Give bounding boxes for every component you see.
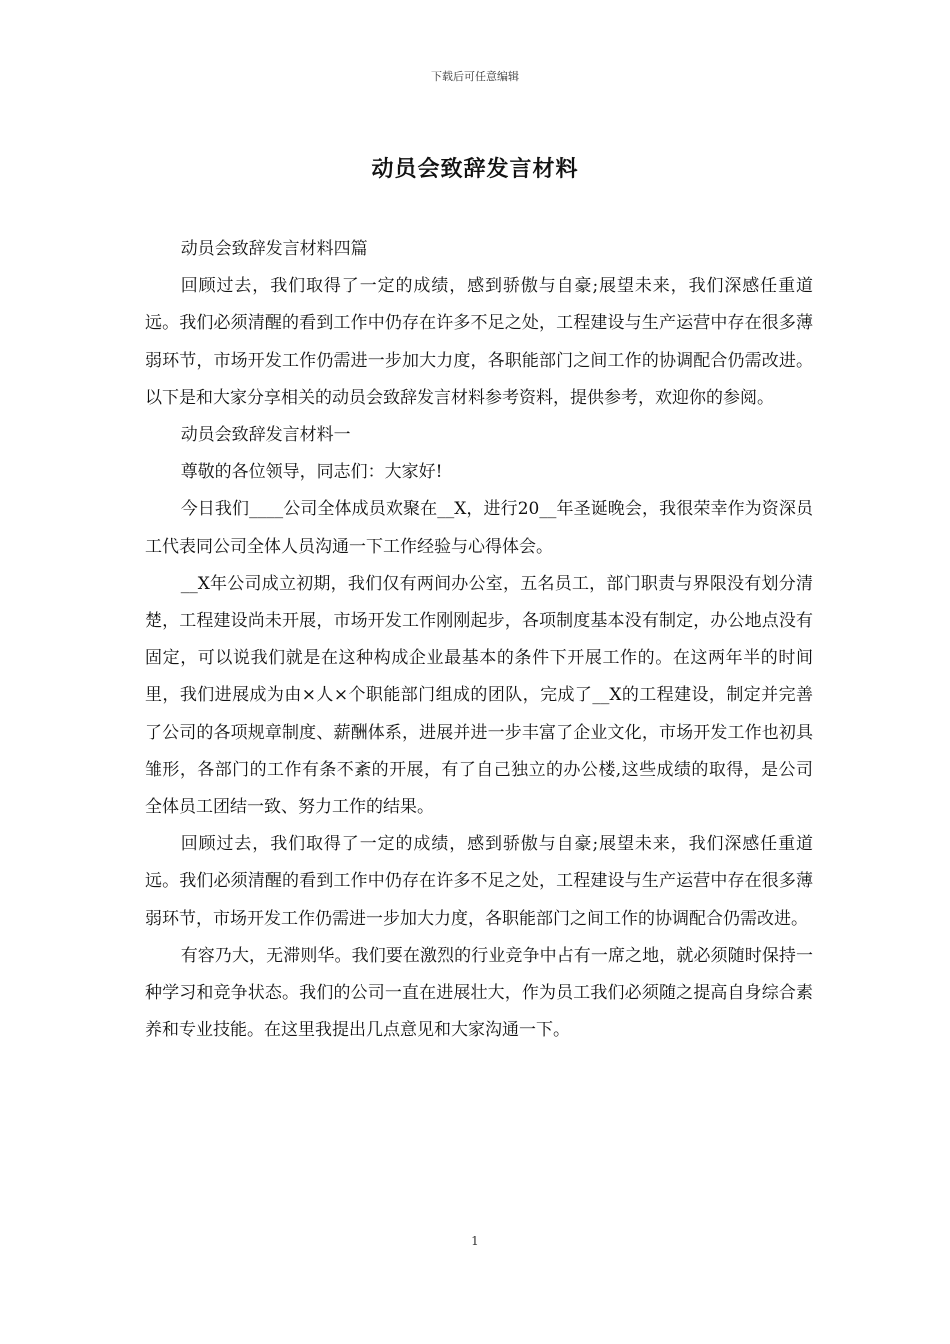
paragraph-subtitle: 动员会致辞发言材料四篇	[180, 239, 368, 259]
paragraph-greeting: 尊敬的各位领导，同志们：大家好!	[180, 462, 443, 483]
paragraph: __X年公司成立初期，我们仅有两间办公室，五名员工，部门职责与界限没有划分清楚，工程建设尚未开展，市场开发工作刚刚起步，各项制度基本没有制定，办公地点没有固定，可以说我们就是在这种构成企业最基本的条件下开展工作的。在这两年半的时间里，我们进展成为由×人×个职能部门组成的团队，完成了__X的工程建设，制定并完善了公司的各项规章制度、薪酬体系，进展并进一步丰富了企业文化，市场开发工作也初具雏形，各部门的工作有条不紊的开展，有了自己独立的办公楼,这些成绩的取得，是公司全体员工团结一致、努力工作的结果。	[145, 573, 813, 818]
document-title: 动员会致辞发言材料	[371, 156, 579, 182]
paragraph: 今日我们____公司全体成员欢聚在__X，进行20__年圣诞晚会，我很荣幸作为资深员工代表同公司全体人员沟通一下工作经验与心得体会。	[145, 499, 813, 557]
paragraph: 回顾过去，我们取得了一定的成绩，感到骄傲与自豪;展望未来，我们深感任重道远。我们必须清醒的看到工作中仍存在许多不足之处，工程建设与生产运营中存在很多薄弱环节，市场开发工作仍需进一步加大力度，各职能部门之间工作的协调配合仍需改进。	[145, 834, 813, 929]
document-body	[145, 231, 813, 1049]
page-number: 1	[471, 1234, 479, 1248]
paragraph-section-heading: 动员会致辞发言材料一	[180, 425, 351, 446]
paragraph: 有容乃大，无滞则华。我们要在激烈的行业竞争中占有一席之地，就必须随时保持一种学习和竞争状态。我们的公司一直在进展壮大，作为员工我们必须随之提高自身综合素养和专业技能。在这里我提出几点意见和大家沟通一下。	[145, 945, 813, 1041]
header-note: 下载后可任意编辑	[431, 70, 519, 83]
paragraph-intro: 回顾过去，我们取得了一定的成绩，感到骄傲与自豪;展望未来，我们深感任重道远。我们必须清醒的看到工作中仍存在许多不足之处，工程建设与生产运营中存在很多薄弱环节，市场开发工作仍需进一步加大力度，各职能部门之间工作的协调配合仍需改进。以下是和大家分享相关的动员会致辞发言材料参考资料，提供参考，欢迎你的参阅。	[145, 276, 813, 408]
